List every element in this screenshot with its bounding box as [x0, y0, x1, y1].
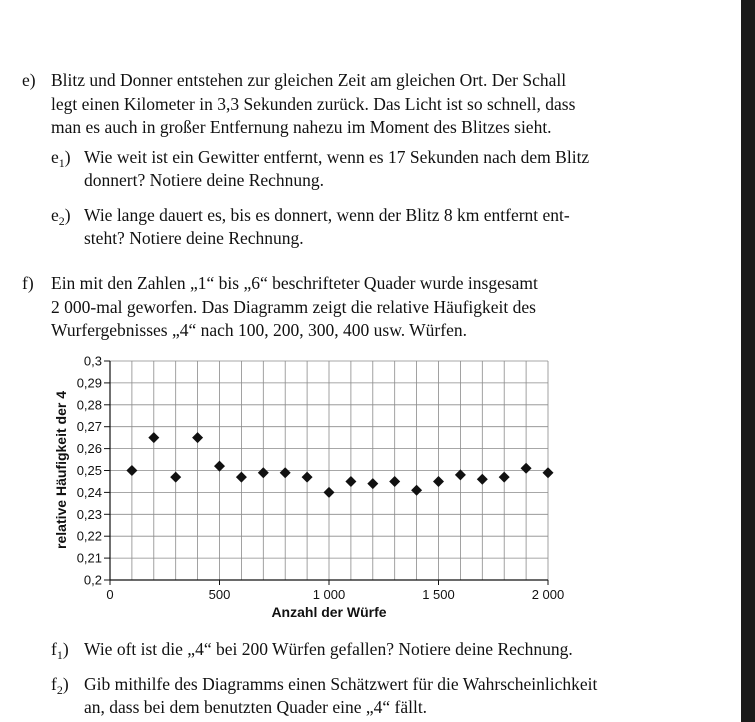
y-tick-label: 0,25	[76, 463, 102, 478]
x-tick-label: 1 500	[422, 587, 455, 602]
data-point	[389, 476, 400, 487]
data-point	[543, 467, 554, 478]
y-tick-label: 0,29	[76, 375, 102, 391]
data-point	[236, 472, 247, 483]
task-f2-line-2: an, dass bei dem benutzten Quader eine „4“ fällt.	[84, 697, 428, 717]
task-f-line-3: Wurfergebnisses „4“ nach 100, 200, 300, 400 usw. Würfen.	[51, 320, 467, 340]
task-e-line-2: legt einen Kilometer in 3,3 Sekunden zurück. Das Licht ist so schnell, dass	[51, 94, 576, 114]
task-e1-line-2: donnert? Notiere deine Rechnung.	[84, 170, 325, 190]
task-e-line-3: man es auch in großer Entfernung nahezu im Moment des Blitzes sieht.	[51, 117, 552, 137]
data-point	[345, 476, 356, 487]
task-e1-label: $e_1$)	[51, 147, 71, 170]
data-point	[411, 485, 422, 496]
task-f-label: f)	[22, 273, 34, 293]
task-f-line-2: 2 000-mal geworfen. Das Diagramm zeigt die relative Häufigkeit des	[51, 297, 536, 317]
data-point	[477, 474, 488, 485]
y-tick-label: 0,21	[76, 550, 102, 566]
data-point	[258, 467, 269, 478]
task-f2-label: $f_2$)	[51, 674, 69, 697]
task-f1-line-1: Wie oft ist die „4“ bei 200 Würfen gefallen? Notiere deine Rechnung.	[84, 639, 573, 659]
data-point	[521, 463, 532, 474]
y-tick-label: 0,27	[76, 419, 102, 435]
y-tick-label: 0,28	[76, 397, 102, 413]
y-tick-label: 0,26	[76, 441, 102, 457]
task-e-line-1: Blitz und Donner entstehen zur gleichen Zeit am gleichen Ort. Der Schall	[51, 70, 567, 90]
task-f-line-1: Ein mit den Zahlen „1“ bis „6“ beschrifteter Quader wurde insgesamt	[51, 273, 538, 293]
y-axis-label: relative Häufigkeit der 4	[53, 391, 69, 549]
data-point	[367, 478, 378, 489]
data-point	[192, 432, 203, 443]
data-point	[324, 487, 335, 498]
x-tick-label: 500	[208, 587, 231, 602]
task-e2-label: $e_2$)	[51, 205, 71, 228]
x-tick-label: 0	[106, 587, 114, 602]
data-point	[302, 472, 313, 483]
task-e2-line-1: Wie lange dauert es, bis es donnert, wenn der Blitz 8 km entfernt ent-	[84, 205, 570, 225]
task-e2-line-2: steht? Notiere deine Rechnung.	[84, 228, 304, 248]
data-point	[148, 432, 159, 443]
y-tick-label: 0,23	[76, 506, 102, 522]
task-f1-label: $f_1$)	[51, 639, 69, 662]
x-tick-label: 1 000	[312, 587, 346, 602]
data-point	[499, 472, 510, 483]
data-point	[433, 476, 444, 487]
y-tick-label: 0,22	[76, 528, 102, 544]
task-f2-line-1: Gib mithilfe des Diagramms einen Schätzwert für die Wahrscheinlichkeit	[84, 674, 598, 694]
task-e-label: e)	[22, 70, 36, 90]
y-tick-label: 0,3	[83, 353, 102, 369]
data-point	[214, 461, 225, 472]
x-axis-label: Anzahl der Würfe	[271, 604, 387, 620]
data-point	[170, 472, 181, 483]
data-point	[126, 465, 137, 476]
x-tick-label: 2 000	[531, 587, 565, 602]
y-tick-label: 0,2	[83, 572, 102, 588]
data-point	[455, 469, 466, 480]
data-point	[280, 467, 291, 478]
task-e1-line-1: Wie weit ist ein Gewitter entfernt, wenn es 17 Sekunden nach dem Blitz	[84, 147, 590, 167]
y-tick-label: 0,24	[76, 484, 102, 500]
